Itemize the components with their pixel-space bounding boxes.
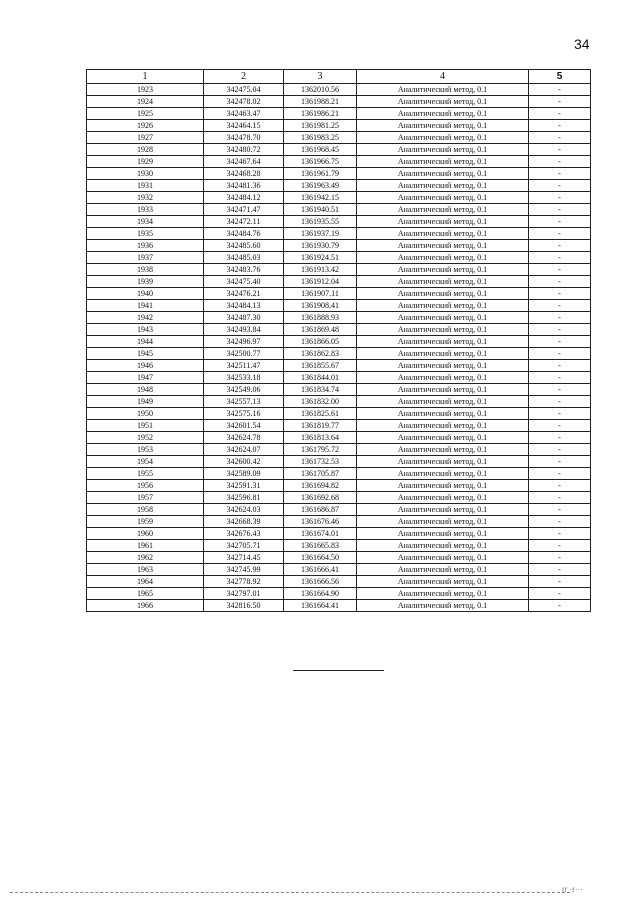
table-row	[87, 456, 591, 468]
table-cell: 1926	[87, 120, 204, 132]
table-cell: 1361705.87	[284, 468, 357, 480]
table-cell: Аналитический метод, 0.1	[357, 264, 529, 276]
table-row	[87, 144, 591, 156]
table-cell: -	[529, 468, 591, 480]
table-cell: -	[529, 588, 591, 600]
table-cell: 342557.13	[204, 396, 284, 408]
table-cell: 342511.47	[204, 360, 284, 372]
table-cell: 1956	[87, 480, 204, 492]
table-row	[87, 264, 591, 276]
table-cell: -	[529, 600, 591, 612]
table-cell: -	[529, 480, 591, 492]
table-row	[87, 600, 591, 612]
table-cell: 1361888.93	[284, 312, 357, 324]
table-cell: -	[529, 108, 591, 120]
table-row	[87, 120, 591, 132]
table-cell: 342464.15	[204, 120, 284, 132]
table-row	[87, 324, 591, 336]
table-cell: 1952	[87, 432, 204, 444]
table-cell: -	[529, 540, 591, 552]
table-cell: Аналитический метод, 0.1	[357, 492, 529, 504]
table-cell: 1361924.51	[284, 252, 357, 264]
table-cell: 1361862.83	[284, 348, 357, 360]
table-cell: Аналитический метод, 0.1	[357, 168, 529, 180]
table-cell: Аналитический метод, 0.1	[357, 120, 529, 132]
table-row	[87, 396, 591, 408]
table-cell: 1361968.45	[284, 144, 357, 156]
table-cell: -	[529, 96, 591, 108]
table-cell: 1361961.79	[284, 168, 357, 180]
table-cell: 1959	[87, 516, 204, 528]
table-cell: Аналитический метод, 0.1	[357, 396, 529, 408]
table-cell: 1942	[87, 312, 204, 324]
table-cell: 1361665.83	[284, 540, 357, 552]
table-cell: 342481.36	[204, 180, 284, 192]
table-cell: 342533.18	[204, 372, 284, 384]
table-cell: 342475.04	[204, 84, 284, 96]
table-cell: 1361912.04	[284, 276, 357, 288]
table-cell: Аналитический метод, 0.1	[357, 276, 529, 288]
table-cell: -	[529, 120, 591, 132]
table-row	[87, 480, 591, 492]
table-cell: 342468.28	[204, 168, 284, 180]
coordinates-table	[86, 69, 591, 612]
table-cell: 342463.47	[204, 108, 284, 120]
table-cell: -	[529, 132, 591, 144]
table-cell: 342484.12	[204, 192, 284, 204]
table-cell: 1930	[87, 168, 204, 180]
table-cell: 1361908.41	[284, 300, 357, 312]
table-cell: 1931	[87, 180, 204, 192]
table-cell: 1948	[87, 384, 204, 396]
table-cell: 1924	[87, 96, 204, 108]
table-cell: 1361986.21	[284, 108, 357, 120]
table-cell: 342601.54	[204, 420, 284, 432]
table-cell: Аналитический метод, 0.1	[357, 192, 529, 204]
table-cell: 342575.16	[204, 408, 284, 420]
column-header: 3	[284, 70, 357, 84]
table-cell: -	[529, 348, 591, 360]
table-row	[87, 384, 591, 396]
table-cell: Аналитический метод, 0.1	[357, 336, 529, 348]
table-cell: -	[529, 84, 591, 96]
table-cell: Аналитический метод, 0.1	[357, 576, 529, 588]
table-cell: 1927	[87, 132, 204, 144]
column-header: 2	[204, 70, 284, 84]
table-cell: 1361942.15	[284, 192, 357, 204]
table-cell: 1958	[87, 504, 204, 516]
table-row	[87, 180, 591, 192]
table-cell: 342624.78	[204, 432, 284, 444]
table-cell: -	[529, 324, 591, 336]
table-cell: 1361963.49	[284, 180, 357, 192]
table-cell: -	[529, 456, 591, 468]
table-cell: 342478.70	[204, 132, 284, 144]
table-cell: 1965	[87, 588, 204, 600]
table-row	[87, 252, 591, 264]
table-cell: 1361795.72	[284, 444, 357, 456]
table-cell: 1954	[87, 456, 204, 468]
table-body	[87, 84, 591, 612]
table-cell: 342484.76	[204, 228, 284, 240]
table-cell: 1925	[87, 108, 204, 120]
table-cell: 1929	[87, 156, 204, 168]
table-cell: 1938	[87, 264, 204, 276]
table-cell: 1361664.41	[284, 600, 357, 612]
table-cell: 1361930.79	[284, 240, 357, 252]
table-cell: 1361988.21	[284, 96, 357, 108]
table-cell: 1361666.56	[284, 576, 357, 588]
table-cell: 1949	[87, 396, 204, 408]
table-row	[87, 516, 591, 528]
table-cell: 1941	[87, 300, 204, 312]
table-row	[87, 216, 591, 228]
table-cell: 1947	[87, 372, 204, 384]
table-cell: 342472.11	[204, 216, 284, 228]
table-cell: Аналитический метод, 0.1	[357, 204, 529, 216]
table-cell: 342476.21	[204, 288, 284, 300]
table-cell: 1937	[87, 252, 204, 264]
table-cell: 342549.06	[204, 384, 284, 396]
table-cell: Аналитический метод, 0.1	[357, 468, 529, 480]
table-cell: -	[529, 516, 591, 528]
table-cell: 342778.92	[204, 576, 284, 588]
table-cell: 1951	[87, 420, 204, 432]
table-row	[87, 540, 591, 552]
table-cell: -	[529, 240, 591, 252]
table-cell: 1964	[87, 576, 204, 588]
table-cell: 1361866.05	[284, 336, 357, 348]
table-cell: 342624.07	[204, 444, 284, 456]
table-cell: -	[529, 504, 591, 516]
table-cell: 1361666.41	[284, 564, 357, 576]
table-cell: -	[529, 384, 591, 396]
table-cell: -	[529, 300, 591, 312]
table-cell: -	[529, 144, 591, 156]
table-cell: 1932	[87, 192, 204, 204]
table-cell: 1944	[87, 336, 204, 348]
table-cell: Аналитический метод, 0.1	[357, 444, 529, 456]
table-cell: 1361813.64	[284, 432, 357, 444]
table-cell: 1361686.87	[284, 504, 357, 516]
table-cell: -	[529, 228, 591, 240]
separator-line	[293, 670, 384, 671]
table-cell: Аналитический метод, 0.1	[357, 408, 529, 420]
table-row	[87, 240, 591, 252]
table-cell: 1362010.56	[284, 84, 357, 96]
table-cell: Аналитический метод, 0.1	[357, 96, 529, 108]
table-cell: -	[529, 432, 591, 444]
table-cell: -	[529, 252, 591, 264]
table-cell: 342483.76	[204, 264, 284, 276]
table-cell: 342797.01	[204, 588, 284, 600]
table-cell: 1361694.82	[284, 480, 357, 492]
table-row	[87, 420, 591, 432]
table-row	[87, 360, 591, 372]
table-cell: -	[529, 168, 591, 180]
table-cell: Аналитический метод, 0.1	[357, 540, 529, 552]
table-cell: 1957	[87, 492, 204, 504]
table-cell: 342484.13	[204, 300, 284, 312]
table-cell: Аналитический метод, 0.1	[357, 324, 529, 336]
table-cell: -	[529, 180, 591, 192]
table-cell: 1361935.55	[284, 216, 357, 228]
table-cell: -	[529, 360, 591, 372]
table-row	[87, 576, 591, 588]
table-cell: 1950	[87, 408, 204, 420]
table-row	[87, 564, 591, 576]
table-cell: 342705.71	[204, 540, 284, 552]
table-cell: -	[529, 552, 591, 564]
page-number: 34	[574, 36, 590, 52]
table-row	[87, 528, 591, 540]
table-cell: Аналитический метод, 0.1	[357, 552, 529, 564]
table-cell: 1961	[87, 540, 204, 552]
table-cell: 342591.31	[204, 480, 284, 492]
table-cell: 342816.50	[204, 600, 284, 612]
table-cell: -	[529, 216, 591, 228]
table-cell: 342487.30	[204, 312, 284, 324]
table-cell: 342485.03	[204, 252, 284, 264]
table-cell: 1361732.53	[284, 456, 357, 468]
table-cell: Аналитический метод, 0.1	[357, 564, 529, 576]
table-cell: 1361674.01	[284, 528, 357, 540]
table-cell: Аналитический метод, 0.1	[357, 300, 529, 312]
table-cell: Аналитический метод, 0.1	[357, 528, 529, 540]
table-cell: Аналитический метод, 0.1	[357, 384, 529, 396]
table-cell: 1361981.25	[284, 120, 357, 132]
table-cell: 342496.97	[204, 336, 284, 348]
table-cell: -	[529, 276, 591, 288]
table-cell: -	[529, 396, 591, 408]
table-cell: 342467.64	[204, 156, 284, 168]
table-cell: 1945	[87, 348, 204, 360]
table-cell: 342485.60	[204, 240, 284, 252]
table-row	[87, 156, 591, 168]
table-cell: 342745.99	[204, 564, 284, 576]
table-cell: -	[529, 336, 591, 348]
table-cell: Аналитический метод, 0.1	[357, 372, 529, 384]
table-row	[87, 444, 591, 456]
table-row	[87, 276, 591, 288]
table-row	[87, 288, 591, 300]
table-cell: 342596.81	[204, 492, 284, 504]
table-cell: 1361819.77	[284, 420, 357, 432]
table-cell: Аналитический метод, 0.1	[357, 480, 529, 492]
table-cell: 1936	[87, 240, 204, 252]
column-header: 4	[357, 70, 529, 84]
table-row	[87, 336, 591, 348]
table-cell: 1940	[87, 288, 204, 300]
table-cell: Аналитический метод, 0.1	[357, 144, 529, 156]
table-cell: 342478.02	[204, 96, 284, 108]
table-cell: 1361937.19	[284, 228, 357, 240]
table-cell: Аналитический метод, 0.1	[357, 360, 529, 372]
column-header: 1	[87, 70, 204, 84]
table-row	[87, 552, 591, 564]
table-cell: 1963	[87, 564, 204, 576]
table-cell: Аналитический метод, 0.1	[357, 240, 529, 252]
table-row	[87, 300, 591, 312]
table-cell: 1946	[87, 360, 204, 372]
table-cell: -	[529, 204, 591, 216]
table-row	[87, 108, 591, 120]
table-row	[87, 504, 591, 516]
table-cell: 342500.77	[204, 348, 284, 360]
footer-mark: rr ·r···	[562, 885, 583, 894]
table-cell: 1361855.67	[284, 360, 357, 372]
table-cell: 342714.45	[204, 552, 284, 564]
table-cell: 1933	[87, 204, 204, 216]
table-row	[87, 492, 591, 504]
table-cell: Аналитический метод, 0.1	[357, 420, 529, 432]
table-row	[87, 312, 591, 324]
table-cell: Аналитический метод, 0.1	[357, 108, 529, 120]
table-cell: Аналитический метод, 0.1	[357, 600, 529, 612]
table-cell: 1928	[87, 144, 204, 156]
table-row	[87, 348, 591, 360]
table-cell: 1943	[87, 324, 204, 336]
table-cell: 1361676.46	[284, 516, 357, 528]
table-cell: 342475.40	[204, 276, 284, 288]
table-row	[87, 408, 591, 420]
table-cell: 1361664.90	[284, 588, 357, 600]
table-cell: 1939	[87, 276, 204, 288]
table-cell: -	[529, 576, 591, 588]
table-cell: 1361832.00	[284, 396, 357, 408]
table-cell: -	[529, 264, 591, 276]
table-cell: -	[529, 312, 591, 324]
table-cell: Аналитический метод, 0.1	[357, 516, 529, 528]
table-cell: 342589.09	[204, 468, 284, 480]
table-cell: Аналитический метод, 0.1	[357, 288, 529, 300]
table-row	[87, 96, 591, 108]
table-row	[87, 168, 591, 180]
table-cell: -	[529, 492, 591, 504]
table-cell: Аналитический метод, 0.1	[357, 588, 529, 600]
table-row	[87, 228, 591, 240]
table-cell: Аналитический метод, 0.1	[357, 156, 529, 168]
table-cell: Аналитический метод, 0.1	[357, 432, 529, 444]
table-header-row	[87, 70, 591, 84]
table-cell: 1955	[87, 468, 204, 480]
table-row	[87, 192, 591, 204]
table-cell: Аналитический метод, 0.1	[357, 312, 529, 324]
table-cell: Аналитический метод, 0.1	[357, 228, 529, 240]
table-cell: Аналитический метод, 0.1	[357, 456, 529, 468]
table-cell: Аналитический метод, 0.1	[357, 132, 529, 144]
column-header: 5	[529, 70, 591, 84]
table-cell: 1361692.68	[284, 492, 357, 504]
table-row	[87, 84, 591, 96]
table-cell: Аналитический метод, 0.1	[357, 84, 529, 96]
table-cell: -	[529, 564, 591, 576]
table-cell: 342471.47	[204, 204, 284, 216]
table-cell: 1361844.01	[284, 372, 357, 384]
table-cell: -	[529, 372, 591, 384]
table-cell: 1361825.61	[284, 408, 357, 420]
table-cell: Аналитический метод, 0.1	[357, 216, 529, 228]
table-row	[87, 132, 591, 144]
footer-line	[10, 892, 570, 893]
table-cell: -	[529, 420, 591, 432]
table-cell: 1361834.74	[284, 384, 357, 396]
table-cell: 1962	[87, 552, 204, 564]
table-row	[87, 372, 591, 384]
table-cell: -	[529, 288, 591, 300]
table-cell: 342624.03	[204, 504, 284, 516]
table-cell: -	[529, 156, 591, 168]
table-cell: 1361940.51	[284, 204, 357, 216]
table-cell: Аналитический метод, 0.1	[357, 504, 529, 516]
table-cell: 1361869.48	[284, 324, 357, 336]
table-cell: -	[529, 528, 591, 540]
table-row	[87, 432, 591, 444]
table-row	[87, 468, 591, 480]
table-cell: 342676.43	[204, 528, 284, 540]
table-cell: 342493.84	[204, 324, 284, 336]
table-cell: 1361913.42	[284, 264, 357, 276]
table-cell: 1966	[87, 600, 204, 612]
table-cell: 1923	[87, 84, 204, 96]
table-cell: 1361907.11	[284, 288, 357, 300]
table-cell: Аналитический метод, 0.1	[357, 348, 529, 360]
table-cell: Аналитический метод, 0.1	[357, 180, 529, 192]
table-cell: 1953	[87, 444, 204, 456]
table-cell: -	[529, 408, 591, 420]
table-row	[87, 204, 591, 216]
table-cell: -	[529, 192, 591, 204]
table-cell: -	[529, 444, 591, 456]
table-cell: 342668.39	[204, 516, 284, 528]
table-cell: 1934	[87, 216, 204, 228]
table-cell: 342600.42	[204, 456, 284, 468]
table-cell: Аналитический метод, 0.1	[357, 252, 529, 264]
table-row	[87, 588, 591, 600]
table-cell: 1361966.75	[284, 156, 357, 168]
table-cell: 1361983.25	[284, 132, 357, 144]
table-cell: 1361664.50	[284, 552, 357, 564]
table-cell: 1960	[87, 528, 204, 540]
table-cell: 342480.72	[204, 144, 284, 156]
table-cell: 1935	[87, 228, 204, 240]
